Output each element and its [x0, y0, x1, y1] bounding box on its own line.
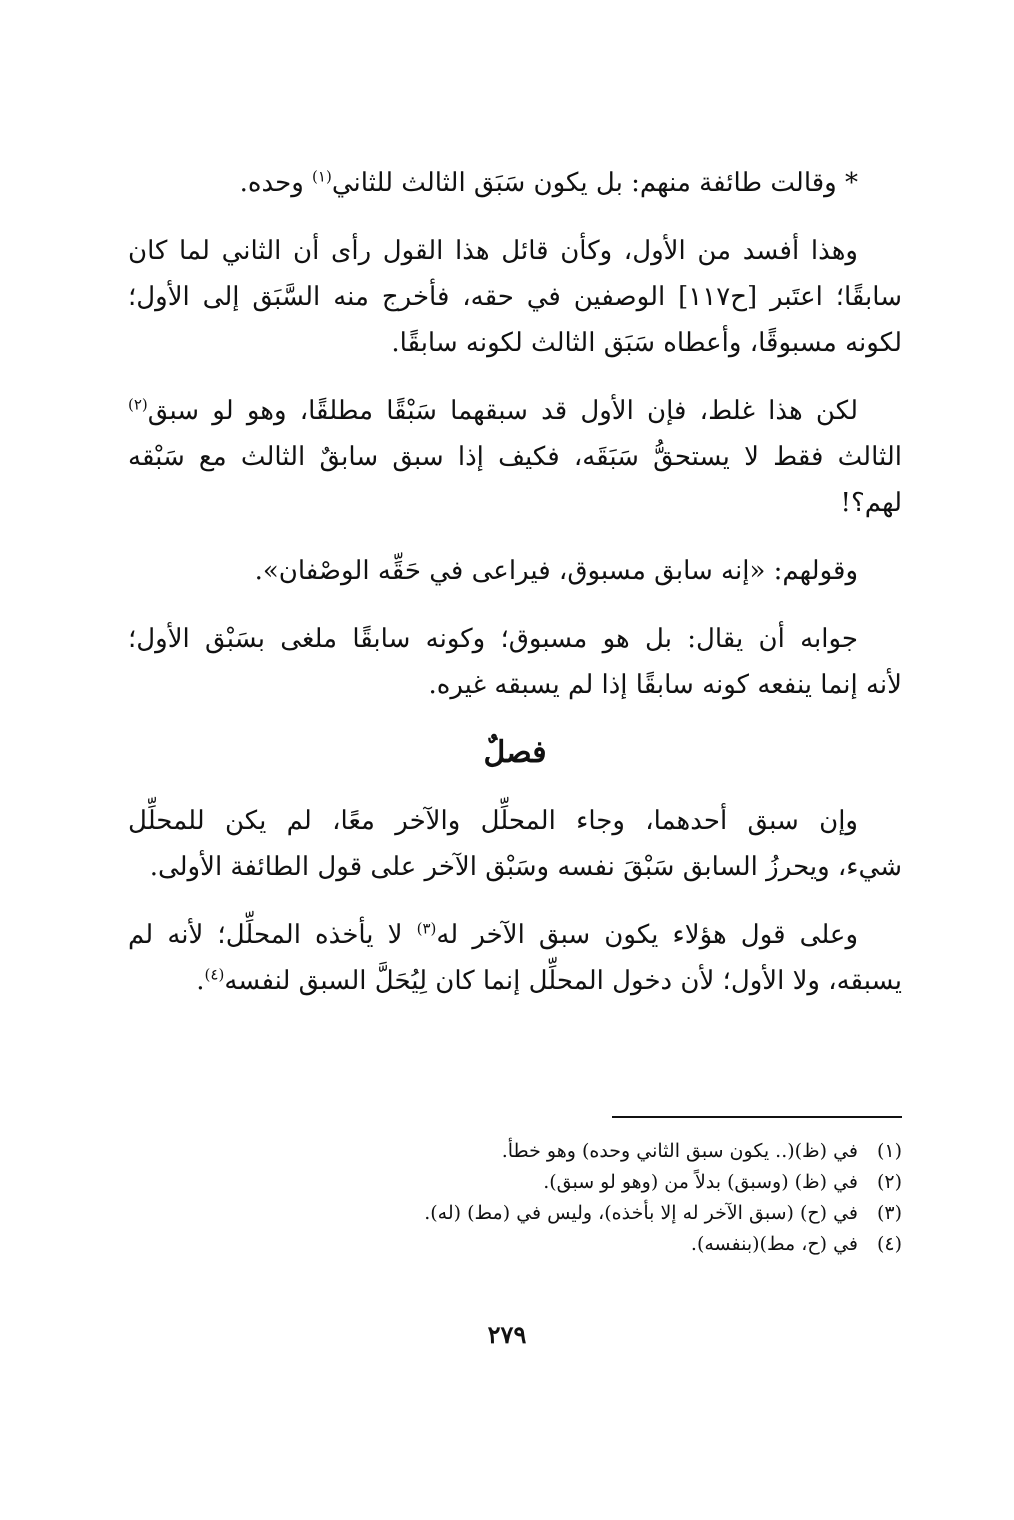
paragraph-3 [128, 388, 902, 526]
text-line: لأنه إنما ينفعه كونه سابقًا إذا لم يسبقه غيره. [428, 670, 902, 700]
footnote-text: في (ظ) (وسبق) بدلاً من (وهو لو سبق). [543, 1171, 858, 1193]
footnote-number: (١) [876, 1140, 902, 1162]
text-line: شيء، ويحرزُ السابق سَبْقَ نفسه وسَبْق الآخر على قول الطائفة الأولى. [149, 852, 902, 882]
footnote-number: (٢) [876, 1171, 902, 1193]
paragraph-5 [128, 616, 902, 708]
footnote-3 [128, 1198, 902, 1229]
footnote-text: في (ظ)(.. يكون سبق الثاني وحده) وهو خطأ. [501, 1140, 858, 1162]
footnote-ref-3[interactable]: (٣) [416, 919, 437, 938]
main-text [128, 160, 902, 1004]
text-line: وعلى قول هؤلاء يكون سبق الآخر له$^{(٣)}$ لا يأخذه المحلِّل؛ لأنه لم [128, 919, 859, 950]
footnote-4 [128, 1229, 902, 1260]
text-line: وهذا أفسد من الأول، وكأن قائل هذا القول رأى أن الثاني لما كان [128, 236, 858, 266]
text-line: * وقالت طائفة منهم: بل يكون سَبَق الثالث للثاني$^{(١)}$ وحده. [239, 167, 858, 198]
footnote-1 [128, 1136, 902, 1167]
page-number: ٢٧٩ [487, 1320, 527, 1349]
text-line: الثالث فقط لا يستحقُّ سَبَقَه، فكيف إذا سبق سابقٌ الثالث مع سَبْقه [128, 442, 902, 472]
text-line: يسبقه، ولا الأول؛ لأن دخول المحلِّل إنما كان لِيُحَلَّ السبق لنفسه$^{(٤)}$. [196, 965, 902, 996]
section-heading: فصلٌ [483, 735, 547, 770]
text-line: وقولهم: «إنه سابق مسبوق، فيراعى في حَقِّه الوصْفان». [254, 556, 858, 586]
footnote-ref-2[interactable]: (٢) [128, 395, 148, 414]
text-line: سابقًا؛ اعتَبر [ح١١٧] الوصفين في حقه، فأخرج منه السَّبَق إلى الأول؛ [128, 282, 903, 312]
footnotes [128, 1136, 902, 1260]
footnote-text: في (ح، مط)(بنفسه). [690, 1233, 858, 1255]
footnote-separator [612, 1116, 902, 1118]
paragraph-1 [128, 160, 902, 206]
footnote-number: (٣) [876, 1202, 902, 1224]
footnote-text: في (ح) (سبق الآخر له إلا بأخذه)، وليس في (مط) (له). [424, 1202, 858, 1224]
footnote-ref-1[interactable]: (١) [312, 167, 332, 186]
paragraph-6 [128, 798, 902, 890]
text-line: جوابه أن يقال: بل هو مسبوق؛ وكونه سابقًا ملغى بسَبْق الأول؛ [128, 624, 858, 654]
paragraph-2 [128, 228, 902, 366]
paragraph-4 [128, 548, 902, 594]
text-line: لكن هذا غلط، فإن الأول قد سبقهما سَبْقًا مطلقًا، وهو لو سبق$^{(٢)}$ [128, 395, 858, 426]
text-line: وإن سبق أحدهما، وجاء المحلِّل والآخر معًا، لم يكن للمحلِّل [128, 806, 858, 836]
footnote-number: (٤) [876, 1233, 902, 1255]
footnote-ref-4[interactable]: (٤) [204, 965, 225, 984]
paragraph-7 [128, 912, 902, 1004]
text-line: لهم؟! [840, 488, 902, 518]
footnote-2 [128, 1167, 902, 1198]
text-line: لكونه مسبوقًا، وأعطاه سَبَق الثالث لكونه سابقًا. [391, 328, 902, 358]
